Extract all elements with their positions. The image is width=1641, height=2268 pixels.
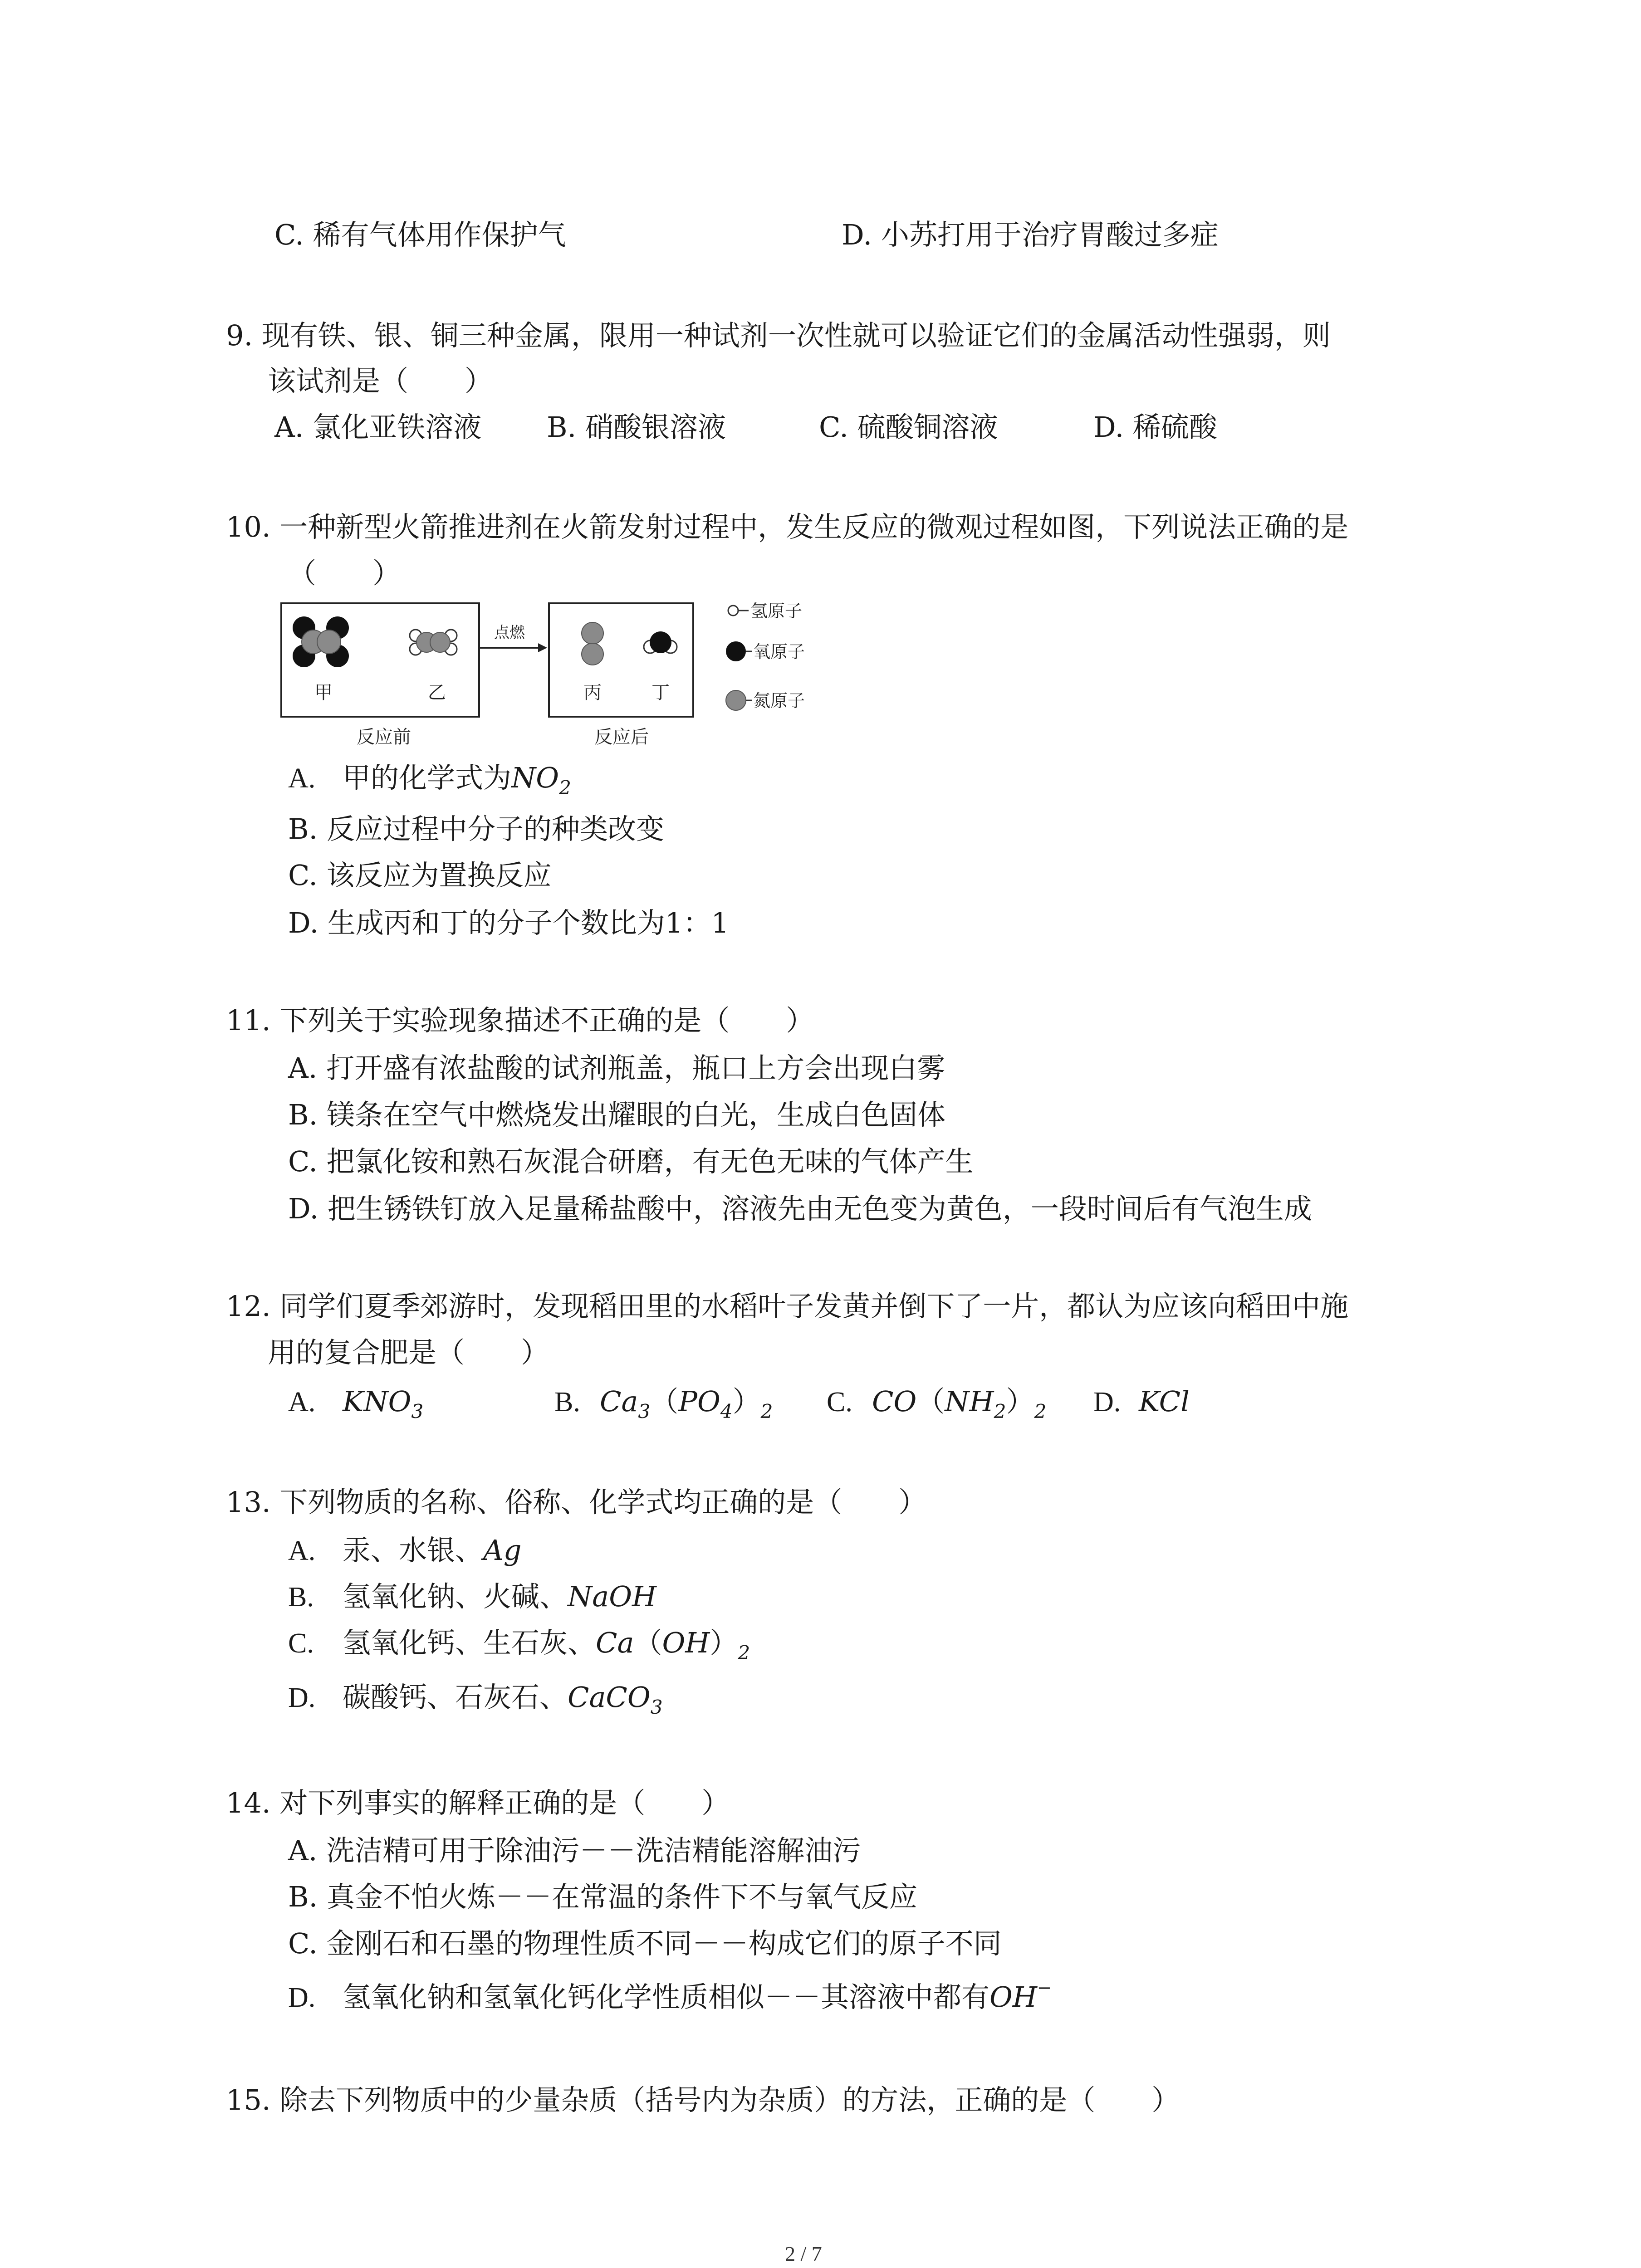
- legend-oxygen: [726, 641, 805, 662]
- page-number: 2 / 7: [785, 2242, 822, 2265]
- legend-hydrogen: [728, 601, 802, 621]
- q13-option-b: B. 氢氧化钠、火碱、NaOH: [288, 1580, 657, 1613]
- q11-option-a: A. 打开盛有浓盐酸的试剂瓶盖，瓶口上方会出现白雾: [288, 1051, 945, 1085]
- q11-option-c: C. 把氯化铵和熟石灰混合研磨，有无色无味的气体产生: [288, 1145, 974, 1178]
- legend-nitrogen-label: 氮原子: [753, 691, 805, 711]
- legend-hydrogen-label: 氢原子: [750, 601, 803, 621]
- q13-option-d: D. 碳酸钙、石灰石、CaCO$_3$: [288, 1681, 663, 1718]
- q10-option-a: A. 甲的化学式为$NO_2$: [288, 761, 571, 799]
- legend-oxygen-label: 氧原子: [753, 642, 805, 662]
- q14-option-a: A. 洗洁精可用于除油污－－洗洁精能溶解油污: [288, 1834, 861, 1867]
- label-ding: 丁: [652, 682, 670, 703]
- reaction-diagram: [280, 598, 838, 763]
- q8-option-c: C. 稀有气体用作保护气: [274, 218, 566, 251]
- q12-option-a: A. $KNO_3$: [288, 1385, 424, 1422]
- q10-stem-line1: 10. 一种新型火箭推进剂在火箭发射过程中，发生反应的微观过程如图，下列说法正确的是: [226, 510, 1349, 543]
- q10-option-b: B. 反应过程中分子的种类改变: [288, 812, 664, 846]
- q9-stem-line1: 9. 现有铁、银、铜三种金属，限用一种试剂一次性就可以验证它们的金属活动性强弱，则: [226, 319, 1331, 352]
- legend-nitrogen: [726, 690, 805, 711]
- q12-stem-line2: 用的复合肥是（ ）: [268, 1336, 549, 1369]
- q13-option-c: C. 氢氧化钙、生石灰、$Ca(OH)_2$: [288, 1626, 750, 1664]
- q9-option-d: D. 稀硫酸: [1093, 411, 1217, 444]
- q14-option-c: C. 金刚石和石墨的物理性质不同－－构成它们的原子不同: [288, 1927, 1002, 1960]
- q11-option-b: B. 镁条在空气中燃烧发出耀眼的白光，生成白色固体: [288, 1098, 945, 1131]
- q10-option-c: C. 该反应为置换反应: [288, 859, 552, 892]
- molecule-yi: [410, 630, 457, 655]
- q9-stem-line2: 该试剂是（ ）: [268, 364, 493, 397]
- caption-before: 反应前: [357, 727, 411, 748]
- q14-option-d: D. 氢氧化钠和氢氧化钙化学性质相似－－其溶液中都有OH−: [288, 1978, 1052, 2014]
- q13-option-a: A. 汞、水银、Ag: [288, 1534, 522, 1567]
- label-yi: 乙: [428, 682, 446, 703]
- molecule-jia: [293, 616, 349, 667]
- q11-option-d: D. 把生锈铁钉放入足量稀盐酸中，溶液先由无色变为黄色，一段时间后有气泡生成: [288, 1192, 1312, 1225]
- q13-stem: 13. 下列物质的名称、俗称、化学式均正确的是（ ）: [226, 1486, 927, 1519]
- q12-option-b: B. $Ca_3(PO_4)_2$: [554, 1385, 773, 1422]
- label-bing: 丙: [583, 682, 602, 703]
- after-box: [549, 603, 693, 717]
- q12-stem-line1: 12. 同学们夏季郊游时，发现稻田里的水稻叶子发黄并倒下了一片，都认为应该向稻田中施: [226, 1290, 1349, 1323]
- q14-option-b: B. 真金不怕火炼－－在常温的条件下不与氧气反应: [288, 1880, 917, 1913]
- q12-option-c: C. $CO(NH_2)_2$: [827, 1385, 1047, 1422]
- molecule-ding: [644, 631, 677, 653]
- q9-option-c: C. 硫酸铜溶液: [819, 411, 998, 444]
- q12-option-d: D. KCl: [1093, 1385, 1190, 1418]
- q11-stem: 11. 下列关于实验现象描述不正确的是（ ）: [226, 1004, 814, 1037]
- q10-option-d: D. 生成丙和丁的分子个数比为1：1: [288, 906, 729, 939]
- q9-option-b: B. 硝酸银溶液: [547, 411, 726, 444]
- label-jia: 甲: [314, 682, 333, 703]
- q8-option-d: D. 小苏打用于治疗胃酸过多症: [842, 218, 1219, 251]
- q14-stem: 14. 对下列事实的解释正确的是（ ）: [226, 1786, 730, 1819]
- arrow-head: [538, 643, 547, 652]
- q15-stem: 15. 除去下列物质中的少量杂质（括号内为杂质）的方法，正确的是（ ）: [226, 2083, 1180, 2116]
- molecule-bing: [582, 622, 603, 665]
- q10-stem-line2: （ ）: [288, 557, 401, 590]
- q9-option-a: A. 氯化亚铁溶液: [274, 411, 482, 444]
- caption-after: 反应后: [594, 727, 649, 748]
- arrow-label: 点燃: [494, 624, 525, 642]
